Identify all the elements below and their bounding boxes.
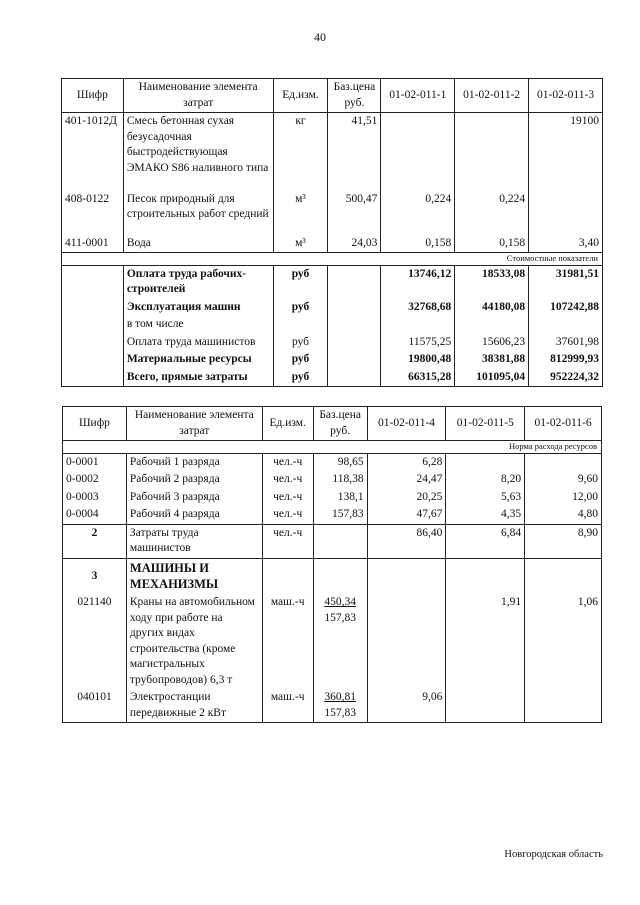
table-header-row bbox=[62, 79, 603, 113]
row-col1 bbox=[381, 113, 455, 191]
cost-name: Всего, прямые затраты bbox=[123, 369, 273, 387]
section-label-cost: Стоимостные показатели bbox=[62, 253, 603, 265]
row-name: Рабочий 3 разряда bbox=[126, 489, 262, 507]
group-col2: 6,84 bbox=[446, 524, 525, 558]
machine-row bbox=[63, 594, 602, 689]
row-col2 bbox=[455, 113, 529, 191]
row-price: 138,1 bbox=[313, 489, 367, 507]
cost-unit: руб bbox=[273, 334, 328, 352]
footer-region: Новгородская область bbox=[504, 849, 603, 860]
row-col3: 9,60 bbox=[525, 471, 602, 489]
cost-unit: руб bbox=[273, 369, 328, 387]
table-row bbox=[62, 235, 603, 253]
row-price: 41,51 bbox=[328, 113, 381, 191]
row-code: 0-0001 bbox=[63, 453, 127, 471]
header-unit: Ед.изм. bbox=[262, 407, 313, 441]
row-name: Рабочий 4 разряда bbox=[126, 506, 262, 524]
page-number: 40 bbox=[314, 30, 326, 44]
row-unit: маш.-ч bbox=[262, 689, 313, 723]
header-col2: 01-02-011-5 bbox=[446, 407, 525, 441]
group-col1: 86,40 bbox=[367, 524, 446, 558]
cost-name: Материальные ресурсы bbox=[123, 351, 273, 369]
row-price: 24,03 bbox=[328, 235, 381, 253]
row-unit: м³ bbox=[273, 235, 328, 253]
row-code: 0-0004 bbox=[63, 506, 127, 524]
row-col2 bbox=[446, 453, 525, 471]
row-name: Рабочий 1 разряда bbox=[126, 453, 262, 471]
row-price-cell bbox=[313, 594, 367, 689]
row-unit: чел.-ч bbox=[262, 489, 313, 507]
row-code: 0-0003 bbox=[63, 489, 127, 507]
row-col2: 8,20 bbox=[446, 471, 525, 489]
row-price: 500,47 bbox=[328, 191, 381, 235]
row-price: 157,83 bbox=[313, 506, 367, 524]
cost-col1: 11575,25 bbox=[381, 334, 455, 352]
row-price-cell bbox=[313, 689, 367, 723]
group-name: Затраты труда машинистов bbox=[126, 524, 262, 558]
group-unit: чел.-ч bbox=[262, 524, 313, 558]
row-col2: 5,63 bbox=[446, 489, 525, 507]
row-col3: 3,40 bbox=[529, 235, 603, 253]
row-col2: 0,158 bbox=[455, 235, 529, 253]
cost-row bbox=[62, 351, 603, 369]
row-col2 bbox=[446, 689, 525, 723]
row-code: 401-1012Д bbox=[62, 113, 124, 191]
row-price-labor: 157,83 bbox=[324, 706, 356, 719]
group-code: 2 bbox=[63, 524, 127, 558]
header-name: Наименование элемента затрат bbox=[126, 407, 262, 441]
group-row bbox=[63, 524, 602, 558]
table-row bbox=[62, 191, 603, 235]
row-unit: м³ bbox=[273, 191, 328, 235]
row-code: 411-0001 bbox=[62, 235, 124, 253]
cost-col2: 18533,08 bbox=[455, 265, 529, 299]
cost-col3: 31981,51 bbox=[529, 265, 603, 299]
row-name: Рабочий 2 разряда bbox=[126, 471, 262, 489]
row-unit: чел.-ч bbox=[262, 471, 313, 489]
group-name: МАШИНЫ И МЕХАНИЗМЫ bbox=[126, 558, 262, 594]
resource-table-1 bbox=[61, 78, 603, 387]
row-col3 bbox=[529, 191, 603, 235]
cost-row bbox=[62, 265, 603, 299]
cost-name: Оплата труда машинистов bbox=[123, 334, 273, 352]
header-col1: 01-02-011-1 bbox=[381, 79, 455, 113]
cost-col2: 101095,04 bbox=[455, 369, 529, 387]
header-col1: 01-02-011-4 bbox=[367, 407, 446, 441]
cost-col2: 15606,23 bbox=[455, 334, 529, 352]
table-row bbox=[63, 471, 602, 489]
row-col2: 1,91 bbox=[446, 594, 525, 689]
row-col3: 4,80 bbox=[525, 506, 602, 524]
row-code: 0-0002 bbox=[63, 471, 127, 489]
cost-col3: 37601,98 bbox=[529, 334, 603, 352]
cost-col3: 812999,93 bbox=[529, 351, 603, 369]
header-code: Шифр bbox=[63, 407, 127, 441]
row-col3 bbox=[525, 689, 602, 723]
row-col1: 9,06 bbox=[367, 689, 446, 723]
row-col3 bbox=[525, 453, 602, 471]
cost-unit: руб bbox=[273, 351, 328, 369]
row-col1: 24,47 bbox=[367, 471, 446, 489]
cost-col2: 44180,08 bbox=[455, 299, 529, 317]
header-col3: 01-02-011-6 bbox=[525, 407, 602, 441]
row-unit: чел.-ч bbox=[262, 453, 313, 471]
row-name: Смесь бетонная сухая безусадочная быстродействующая ЭМАКО S86 наливного типа bbox=[123, 113, 273, 191]
section-label-norm: Норма расхода ресурсов bbox=[63, 441, 602, 453]
cost-row bbox=[62, 316, 603, 334]
section-label-row bbox=[62, 253, 603, 265]
header-price: Баз.цена руб. bbox=[328, 79, 381, 113]
row-col2: 4,35 bbox=[446, 506, 525, 524]
row-price: 98,65 bbox=[313, 453, 367, 471]
header-col2: 01-02-011-2 bbox=[455, 79, 529, 113]
row-col3: 1,06 bbox=[525, 594, 602, 689]
row-price: 118,38 bbox=[313, 471, 367, 489]
row-col1: 47,67 bbox=[367, 506, 446, 524]
row-unit: кг bbox=[273, 113, 328, 191]
row-price: 360,81 bbox=[324, 691, 356, 704]
header-unit: Ед.изм. bbox=[273, 79, 328, 113]
row-unit: маш.-ч bbox=[262, 594, 313, 689]
cost-name: Эксплуатация машин bbox=[123, 299, 273, 317]
row-price: 450,34 bbox=[324, 596, 356, 609]
table-row bbox=[63, 453, 602, 471]
row-col2: 0,224 bbox=[455, 191, 529, 235]
table-header-row bbox=[63, 407, 602, 441]
row-code: 408-0122 bbox=[62, 191, 124, 235]
table-row bbox=[63, 506, 602, 524]
row-code: 040101 bbox=[63, 689, 127, 723]
cost-col1: 66315,28 bbox=[381, 369, 455, 387]
row-name: Электростанции передвижные 2 кВт bbox=[126, 689, 262, 723]
cost-name: в том числе bbox=[123, 316, 273, 334]
group-code: 3 bbox=[63, 558, 127, 594]
machine-row bbox=[63, 689, 602, 723]
cost-col1: 19800,48 bbox=[381, 351, 455, 369]
group-col3: 8,90 bbox=[525, 524, 602, 558]
cost-unit: руб bbox=[273, 299, 328, 317]
cost-name: Оплата труда рабочих-строителей bbox=[123, 265, 273, 299]
cost-row bbox=[62, 369, 603, 387]
cost-row bbox=[62, 334, 603, 352]
row-unit: чел.-ч bbox=[262, 506, 313, 524]
header-price: Баз.цена руб. bbox=[313, 407, 367, 441]
row-name: Вода bbox=[123, 235, 273, 253]
row-col1: 6,28 bbox=[367, 453, 446, 471]
row-col1: 0,224 bbox=[381, 191, 455, 235]
row-name: Краны на автомобильном ходу при работе на других видах строительства (кроме магистральных трубопроводов) 6,3 т bbox=[126, 594, 262, 689]
resource-table-2 bbox=[62, 406, 602, 723]
row-code: 021140 bbox=[63, 594, 127, 689]
cost-unit: руб bbox=[273, 265, 328, 299]
section-label-row bbox=[63, 441, 602, 453]
group-row bbox=[63, 558, 602, 594]
header-name: Наименование элемента затрат bbox=[123, 79, 273, 113]
cost-col3: 107242,88 bbox=[529, 299, 603, 317]
row-col3: 12,00 bbox=[525, 489, 602, 507]
row-col1 bbox=[367, 594, 446, 689]
table-row bbox=[62, 113, 603, 191]
cost-row bbox=[62, 299, 603, 317]
row-col1: 0,158 bbox=[381, 235, 455, 253]
row-name: Песок природный для строительных работ средний bbox=[123, 191, 273, 235]
cost-col3: 952224,32 bbox=[529, 369, 603, 387]
row-col3: 19100 bbox=[529, 113, 603, 191]
header-code: Шифр bbox=[62, 79, 124, 113]
row-price-labor: 157,83 bbox=[324, 611, 356, 624]
cost-col2: 38381,88 bbox=[455, 351, 529, 369]
cost-col1: 13746,12 bbox=[381, 265, 455, 299]
row-col1: 20,25 bbox=[367, 489, 446, 507]
cost-col1: 32768,68 bbox=[381, 299, 455, 317]
table-row bbox=[63, 489, 602, 507]
header-col3: 01-02-011-3 bbox=[529, 79, 603, 113]
